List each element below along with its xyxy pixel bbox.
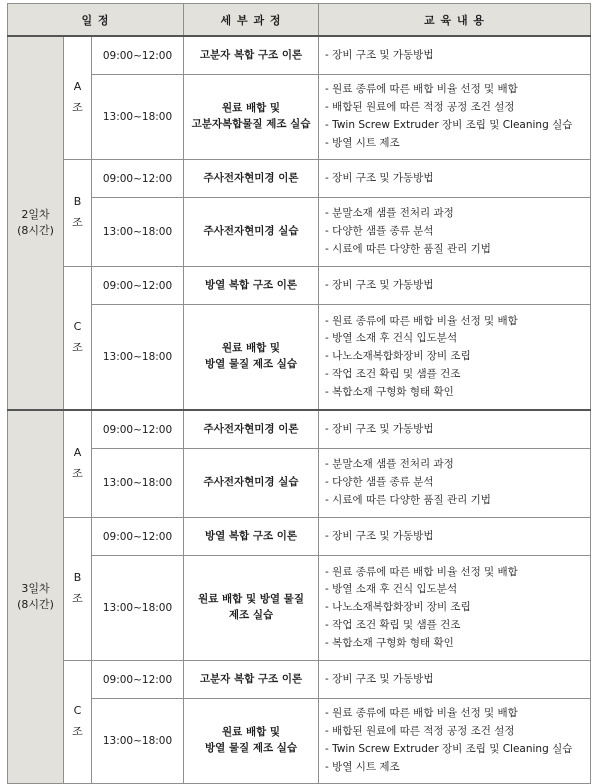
course-title-line1: 원료 배합 및 bbox=[222, 726, 281, 739]
table-row bbox=[8, 160, 591, 198]
group-letter: B bbox=[73, 195, 82, 209]
time-cell: 13:00~18:00 bbox=[92, 699, 184, 784]
group-letter: B bbox=[73, 571, 82, 585]
content-item: - Twin Screw Extruder 장비 조립 및 Cleaning 실습 bbox=[325, 117, 590, 135]
content-cell bbox=[319, 198, 591, 267]
day-label: 2일차 bbox=[21, 207, 50, 221]
course-title-line1: 방열 복합 구조 이론 bbox=[204, 278, 298, 291]
content-item: - 나노소재복합화장비 장비 조립 bbox=[325, 348, 590, 366]
day-hours: (8시간) bbox=[17, 598, 54, 611]
time-cell: 09:00~12:00 bbox=[92, 661, 184, 699]
course-title-line2: 방열 물질 제조 실습 bbox=[204, 358, 298, 370]
course-title bbox=[184, 267, 319, 305]
content-item: - Twin Screw Extruder 장비 조립 및 Cleaning 실습 bbox=[325, 741, 590, 759]
course-title-line1: 고분자 복합 구조 이론 bbox=[199, 48, 303, 61]
content-cell bbox=[319, 556, 591, 661]
course-title-line1: 주사전자현미경 이론 bbox=[203, 422, 299, 435]
time-cell: 13:00~18:00 bbox=[92, 75, 184, 160]
course-title bbox=[184, 305, 319, 411]
content-cell bbox=[319, 518, 591, 556]
day-hours: (8시간) bbox=[17, 224, 54, 237]
group-suffix: 조 bbox=[72, 467, 83, 480]
time-cell: 13:00~18:00 bbox=[92, 198, 184, 267]
content-cell bbox=[319, 410, 591, 449]
group-cell bbox=[64, 661, 92, 784]
course-title bbox=[184, 198, 319, 267]
course-title-line1: 주사전자현미경 실습 bbox=[203, 476, 299, 489]
content-cell bbox=[319, 75, 591, 160]
content-item: - 시료에 따른 다양한 품질 관리 기법 bbox=[325, 492, 590, 510]
table-row bbox=[8, 267, 591, 305]
time-cell: 13:00~18:00 bbox=[92, 449, 184, 518]
table-row bbox=[8, 449, 591, 518]
content-item: - 시료에 따른 다양한 품질 관리 기법 bbox=[325, 241, 590, 259]
group-suffix: 조 bbox=[72, 725, 83, 738]
content-cell bbox=[319, 661, 591, 699]
content-cell bbox=[319, 305, 591, 411]
group-suffix: 조 bbox=[72, 592, 83, 605]
content-item: - 방열 시트 제조 bbox=[325, 759, 590, 777]
time-cell: 13:00~18:00 bbox=[92, 305, 184, 411]
course-title bbox=[184, 699, 319, 784]
content-item: - 원료 종류에 따른 배합 비율 선정 및 배합 bbox=[325, 81, 590, 99]
group-letter: A bbox=[73, 80, 82, 94]
content-cell bbox=[319, 267, 591, 305]
course-title-line1: 원료 배합 및 bbox=[222, 342, 281, 355]
header-schedule: 일 정 bbox=[8, 4, 184, 37]
day-cell bbox=[8, 410, 64, 784]
group-suffix: 조 bbox=[72, 101, 83, 114]
course-title-line1: 원료 배합 및 방열 물질 bbox=[198, 593, 304, 606]
course-title-line1: 원료 배합 및 bbox=[222, 102, 281, 115]
group-cell bbox=[64, 410, 92, 518]
header-detail-course: 세 부 과 정 bbox=[184, 4, 319, 37]
content-item: - 다양한 샘플 종류 분석 bbox=[325, 223, 590, 241]
schedule-table bbox=[7, 3, 591, 784]
content-cell bbox=[319, 699, 591, 784]
time-cell: 09:00~12:00 bbox=[92, 267, 184, 305]
content-item: - 배합된 원료에 따른 적정 공정 조건 설정 bbox=[325, 723, 590, 741]
table-row bbox=[8, 556, 591, 661]
table-row bbox=[8, 661, 591, 699]
content-item: - 다양한 샘플 종류 분석 bbox=[325, 474, 590, 492]
table-row bbox=[8, 699, 591, 784]
content-cell bbox=[319, 160, 591, 198]
content-item: - 원료 종류에 따른 배합 비율 선정 및 배합 bbox=[325, 564, 590, 582]
course-title bbox=[184, 556, 319, 661]
course-title-line1: 주사전자현미경 이론 bbox=[203, 171, 299, 184]
course-title-line1: 주사전자현미경 실습 bbox=[203, 225, 299, 238]
content-item: - 장비 구조 및 가동방법 bbox=[325, 421, 590, 439]
group-cell bbox=[64, 36, 92, 160]
content-item: - 분말소재 샘플 전처리 과정 bbox=[325, 456, 590, 474]
time-cell: 09:00~12:00 bbox=[92, 518, 184, 556]
content-item: - 나노소재복합화장비 장비 조립 bbox=[325, 599, 590, 617]
course-title bbox=[184, 160, 319, 198]
content-item: - 장비 구조 및 가동방법 bbox=[325, 170, 590, 188]
content-item: - 작업 조건 확립 및 샘플 건조 bbox=[325, 366, 590, 384]
content-item: - 복합소재 구형화 형태 확인 bbox=[325, 635, 590, 653]
table-row bbox=[8, 518, 591, 556]
time-cell: 13:00~18:00 bbox=[92, 556, 184, 661]
table-row bbox=[8, 410, 591, 449]
course-title-line2: 고분자복합물질 제조 실습 bbox=[191, 118, 311, 130]
table-row bbox=[8, 36, 591, 75]
group-suffix: 조 bbox=[72, 341, 83, 354]
group-cell bbox=[64, 160, 92, 267]
content-item: - 배합된 원료에 따른 적정 공정 조건 설정 bbox=[325, 99, 590, 117]
day-label: 3일차 bbox=[21, 581, 50, 595]
course-title-line2: 방열 물질 제조 실습 bbox=[204, 742, 298, 754]
course-title bbox=[184, 449, 319, 518]
content-item: - 장비 구조 및 가동방법 bbox=[325, 671, 590, 689]
course-title bbox=[184, 75, 319, 160]
content-item: - 분말소재 샘플 전처리 과정 bbox=[325, 205, 590, 223]
course-title bbox=[184, 661, 319, 699]
table-row bbox=[8, 75, 591, 160]
content-item: - 장비 구조 및 가동방법 bbox=[325, 47, 590, 65]
group-suffix: 조 bbox=[72, 216, 83, 229]
course-title bbox=[184, 36, 319, 75]
group-letter: A bbox=[73, 446, 82, 460]
time-cell: 09:00~12:00 bbox=[92, 410, 184, 449]
course-title-line1: 고분자 복합 구조 이론 bbox=[199, 672, 303, 685]
content-item: - 원료 종류에 따른 배합 비율 선정 및 배합 bbox=[325, 705, 590, 723]
content-item: - 원료 종류에 따른 배합 비율 선정 및 배합 bbox=[325, 313, 590, 331]
group-cell bbox=[64, 267, 92, 411]
header-row bbox=[8, 4, 591, 37]
course-title bbox=[184, 410, 319, 449]
course-title-line1: 방열 복합 구조 이론 bbox=[204, 529, 298, 542]
content-item: - 방열 소재 후 건식 입도분석 bbox=[325, 330, 590, 348]
table-row bbox=[8, 305, 591, 411]
content-item: - 복합소재 구형화 형태 확인 bbox=[325, 384, 590, 402]
content-item: - 작업 조건 확립 및 샘플 건조 bbox=[325, 617, 590, 635]
day-cell bbox=[8, 36, 64, 410]
content-item: - 방열 소재 후 건식 입도분석 bbox=[325, 581, 590, 599]
content-cell bbox=[319, 449, 591, 518]
content-item: - 장비 구조 및 가동방법 bbox=[325, 528, 590, 546]
header-education-content: 교 육 내 용 bbox=[319, 4, 591, 37]
content-item: - 장비 구조 및 가동방법 bbox=[325, 277, 590, 295]
group-letter: C bbox=[73, 704, 82, 718]
content-cell bbox=[319, 36, 591, 75]
group-cell bbox=[64, 518, 92, 661]
course-title-line2: 제조 실습 bbox=[228, 609, 274, 621]
group-letter: C bbox=[73, 320, 82, 334]
table-row bbox=[8, 198, 591, 267]
time-cell: 09:00~12:00 bbox=[92, 160, 184, 198]
course-title bbox=[184, 518, 319, 556]
content-item: - 방열 시트 제조 bbox=[325, 135, 590, 153]
time-cell: 09:00~12:00 bbox=[92, 36, 184, 75]
